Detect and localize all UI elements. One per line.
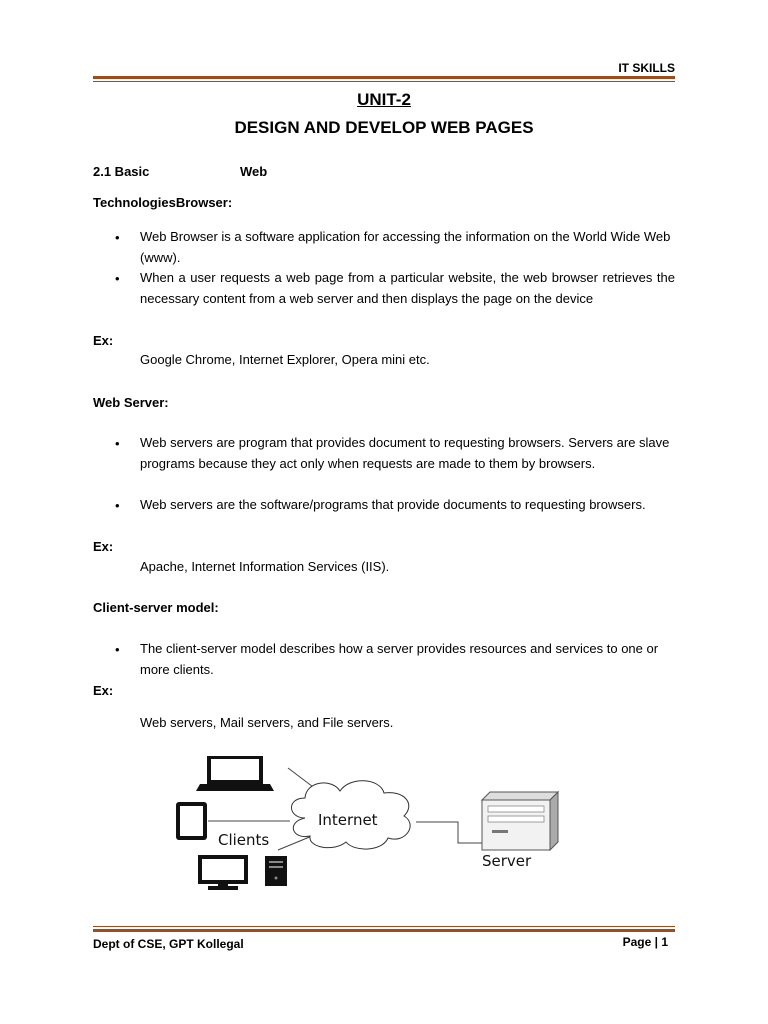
section-heading-webserver: Web Server: xyxy=(93,395,169,410)
server-icon xyxy=(482,792,558,850)
bullet-dot: • xyxy=(115,436,120,451)
footer-dept: Dept of CSE, GPT Kollegal xyxy=(93,937,244,951)
footer-rule-thin xyxy=(93,926,675,927)
footer-rule-thick xyxy=(93,929,675,932)
ex-label-browser: Ex: xyxy=(93,333,114,348)
ex-label-server: Ex: xyxy=(93,539,114,554)
client-server-bullet-1: The client-server model describes how a server provides resources and services to one or more clients. xyxy=(140,641,659,677)
client-server-diagram xyxy=(160,748,580,898)
header-rule-thin xyxy=(93,81,675,82)
server-label: Server xyxy=(482,852,532,870)
bullet-dot: • xyxy=(115,230,120,245)
unit-title xyxy=(0,90,768,110)
connector-line xyxy=(278,836,312,850)
server-bullet-1: Web servers are program that provides document to requesting browsers. Servers are slave programs because they act only when requests are made to them by browsers. xyxy=(140,435,670,471)
page-title: DESIGN AND DEVELOP WEB PAGES xyxy=(234,118,534,137)
section-heading-basic: 2.1 Basic xyxy=(93,164,150,179)
header-tag: IT SKILLS xyxy=(618,61,675,75)
laptop-icon xyxy=(196,756,274,791)
bullet-dot: • xyxy=(115,498,120,513)
browser-bullet-1: Web Browser is a software application for accessing the information on the World Wide Web (www). xyxy=(140,229,671,265)
bullet-dot: • xyxy=(115,271,120,286)
section-heading-web: Web xyxy=(240,164,268,179)
server-connector-line xyxy=(416,822,492,843)
section-heading-client-server: Client-server model: xyxy=(93,600,219,615)
clients-label: Clients xyxy=(218,831,270,849)
tower-icon xyxy=(265,856,287,886)
browser-bullet-2: When a user requests a web page from a particular website, the web browser retrieves the necessary content from a web server and then displays the page on the device xyxy=(140,270,675,306)
ex-label-client-server: Ex: xyxy=(93,683,114,698)
internet-label: Internet xyxy=(318,811,378,829)
desktop-icon xyxy=(198,855,248,890)
section-heading-browser: TechnologiesBrowser: xyxy=(93,195,233,210)
server-bullet-2: Web servers are the software/programs that provide documents to requesting browsers. xyxy=(140,497,646,512)
ex-text-server: Apache, Internet Information Services (IIS). xyxy=(140,559,390,574)
tablet-icon xyxy=(176,802,207,840)
unit-title-text: UNIT-2 xyxy=(357,90,411,109)
ex-text-browser: Google Chrome, Internet Explorer, Opera mini etc. xyxy=(140,352,430,367)
bullet-dot: • xyxy=(115,642,120,657)
header-rule-thick xyxy=(93,76,675,79)
page-number: Page | 1 xyxy=(622,935,668,949)
ex-text-client-server: Web servers, Mail servers, and File servers. xyxy=(140,715,394,730)
